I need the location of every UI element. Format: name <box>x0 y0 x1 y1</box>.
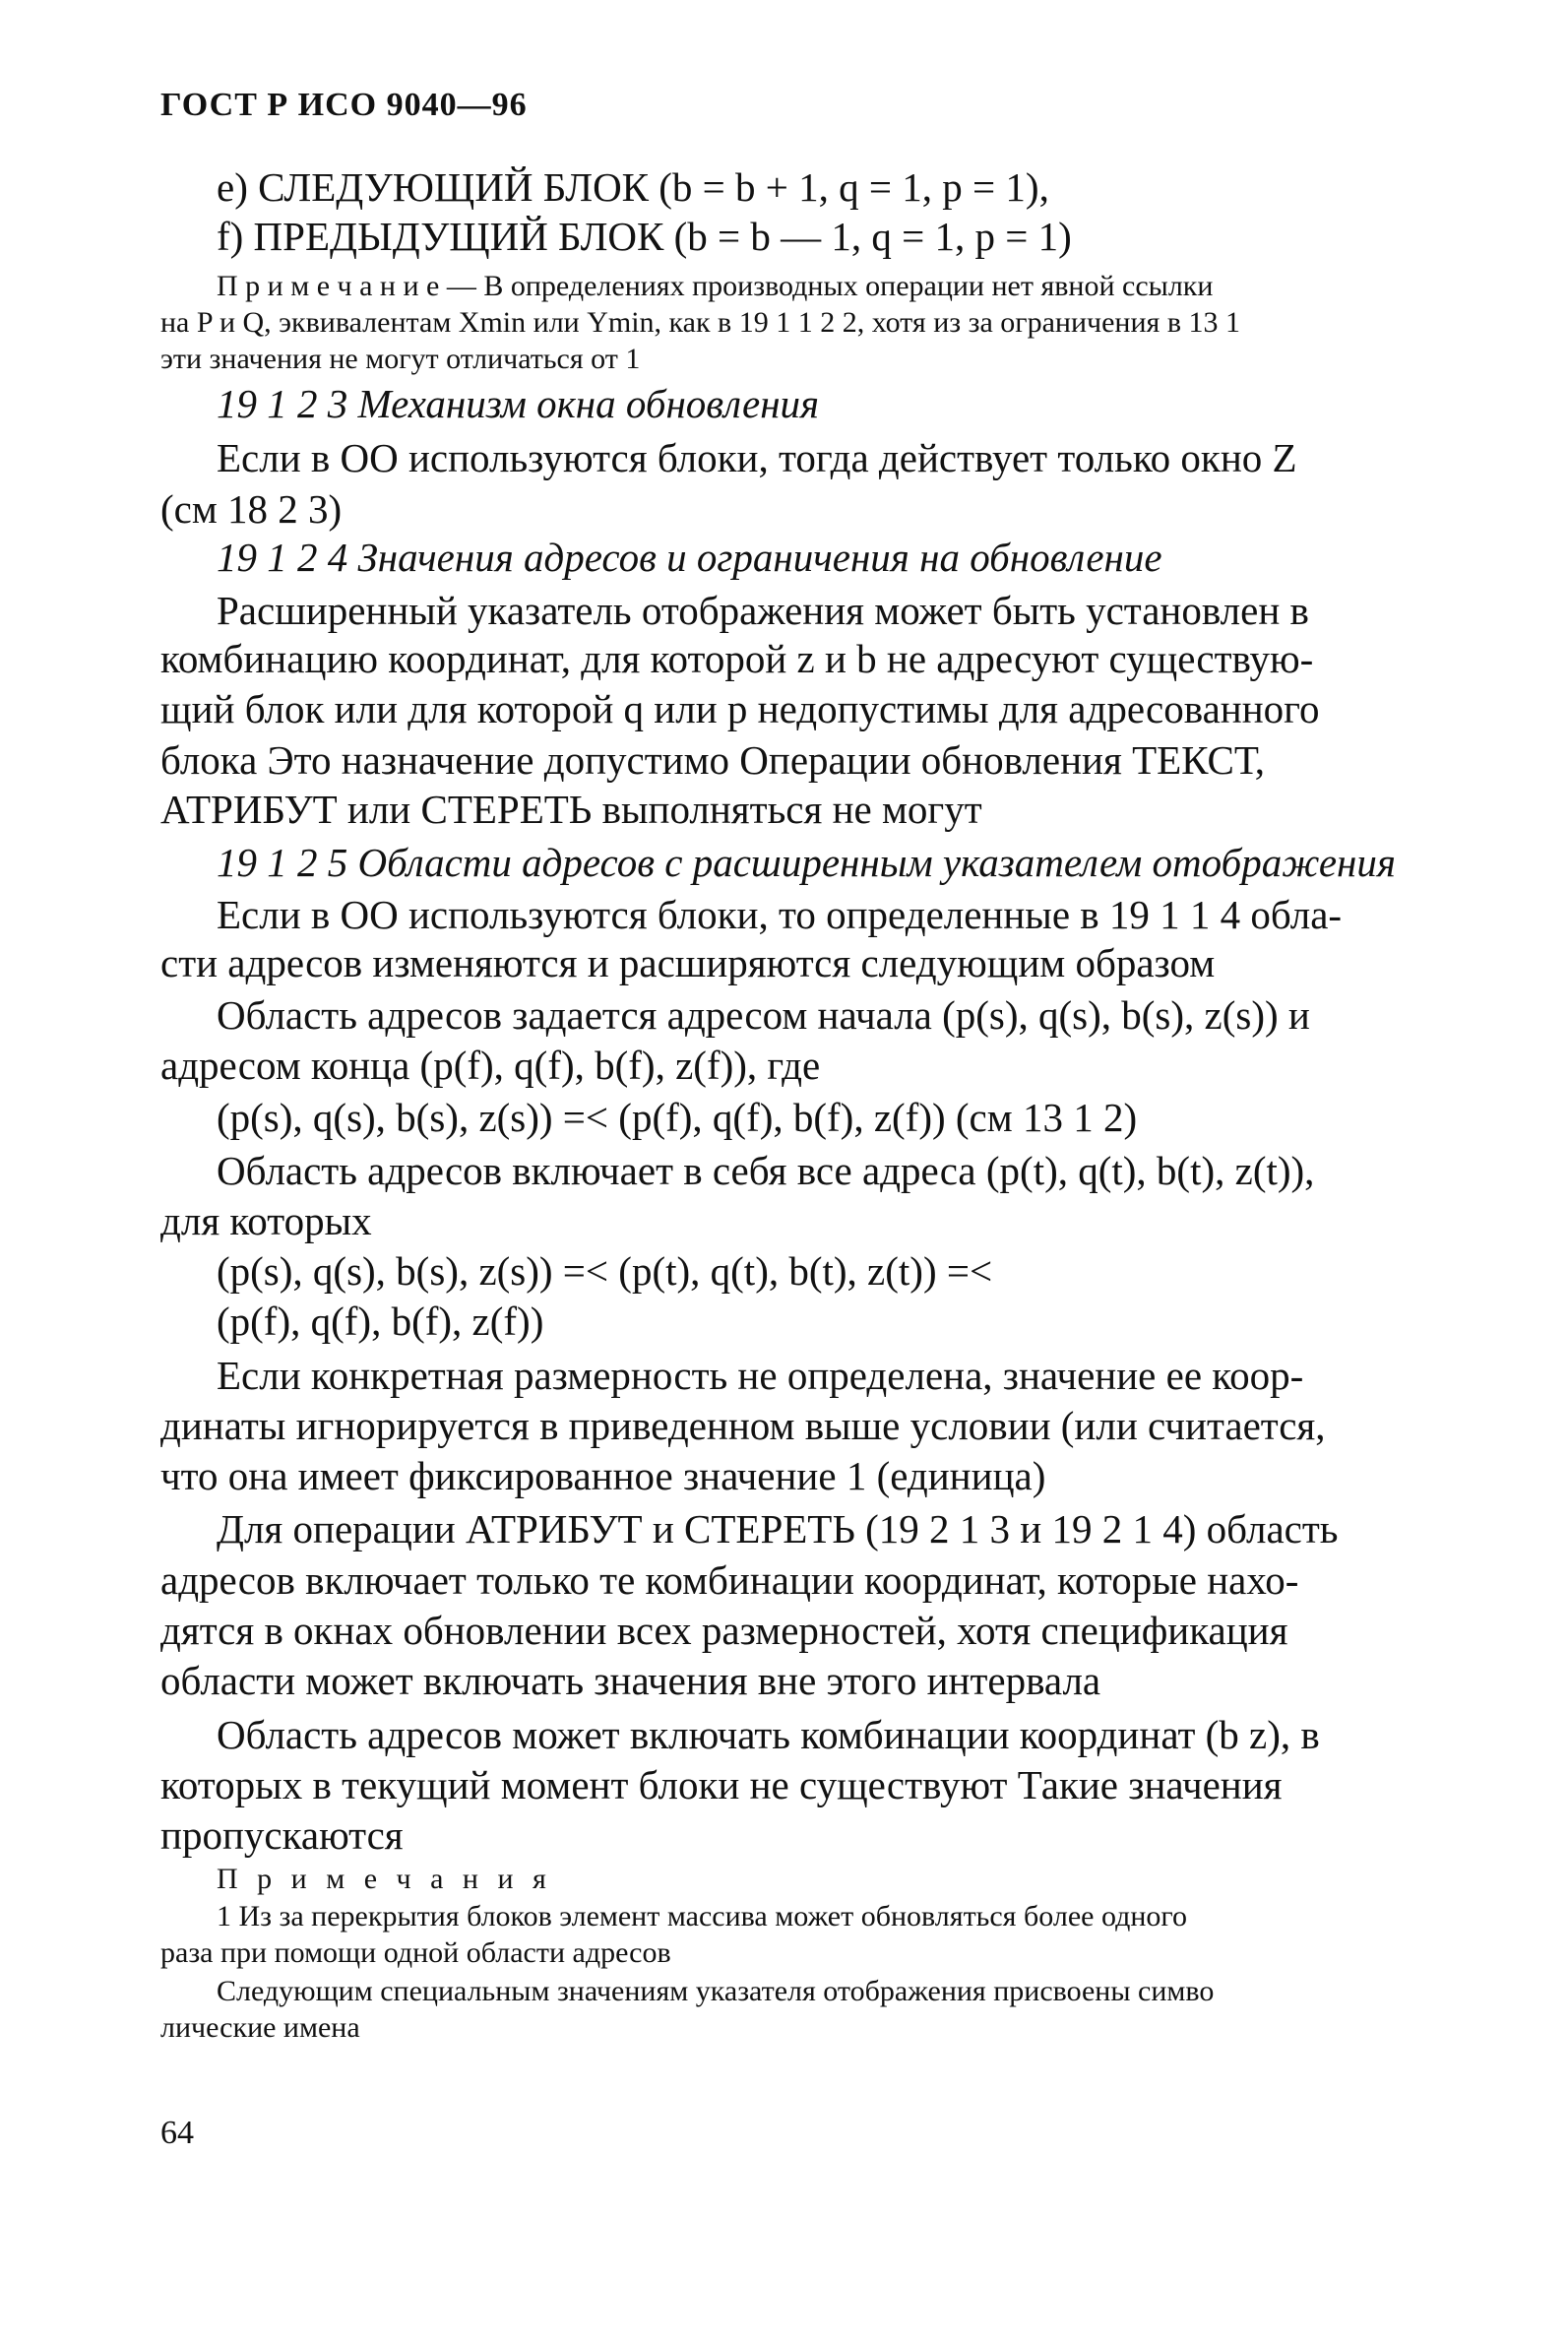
note-line: на P и Q, эквивалентам Xmin или Ymin, как в 19 1 1 2 2, хотя из за ограничения в 13 1 <box>160 306 1240 339</box>
text-line: Область адресов задается адресом начала (p(s), q(s), b(s), z(s)) и <box>217 992 1310 1038</box>
text-line: комбинацию координат, для которой z и b не адресуют существую- <box>160 636 1314 681</box>
text-line: f) ПРЕДЫДУЩИЙ БЛОК (b = b — 1, q = 1, p = 1) <box>217 214 1072 259</box>
text-line: е) СЛЕДУЮЩИЙ БЛОК (b = b + 1, q = 1, p = 1), <box>217 164 1049 210</box>
notes-heading: П р и м е ч а н и я <box>217 1863 552 1895</box>
text-line: сти адресов изменяются и расширяются следующим образом <box>160 940 1216 985</box>
text-line: Если в ОО используются блоки, то определенные в 19 1 1 4 обла- <box>217 892 1343 937</box>
note-line: лические имена <box>160 2011 360 2044</box>
text-line: адресом конца (p(f), q(f), b(f), z(f)), где <box>160 1043 821 1088</box>
text-line: области может включать значения вне этого интервала <box>160 1658 1101 1703</box>
formula-line: (p(s), q(s), b(s), z(s)) =< (p(f), q(f), b(f), z(f)) (см 13 1 2) <box>217 1095 1138 1140</box>
page-header: ГОСТ Р ИСО 9040—96 <box>160 87 528 123</box>
text-line: Область адресов может включать комбинации координат (b z), в <box>217 1712 1320 1757</box>
text-line: которых в текущий момент блоки не существуют Такие значения <box>160 1762 1283 1807</box>
text-line: для которых <box>160 1198 372 1243</box>
text-line: Если конкретная размерность не определена, значение ее коор- <box>217 1353 1304 1398</box>
note-line: Следующим специальным значениям указателя отображения присвоены симво <box>217 1975 1215 2007</box>
text-line: Если в ОО используются блоки, тогда действует только окно Z <box>217 435 1297 480</box>
note-line: 1 Из за перекрытия блоков элемент массива может обновляться более одного <box>217 1900 1187 1932</box>
text-line: адресов включает только те комбинации координат, которые нахо- <box>160 1557 1299 1603</box>
section-heading: 19 1 2 3 Механизм окна обновления <box>217 381 820 426</box>
note-line: раза при помощи одной области адресов <box>160 1936 671 1969</box>
text-line: динаты игнорируется в приведенном выше условии (или считается, <box>160 1403 1326 1448</box>
text-line: щий блок или для которой q или p недопустимы для адресованного <box>160 686 1320 731</box>
section-heading: 19 1 2 4 Значения адресов и ограничения на обновление <box>217 535 1162 580</box>
section-heading: 19 1 2 5 Области адресов с расширенным указателем отображения <box>217 840 1396 885</box>
text-line: что она имеет фиксированное значение 1 (единица) <box>160 1453 1046 1498</box>
formula-line: (p(s), q(s), b(s), z(s)) =< (p(t), q(t), b(t), z(t)) =< <box>217 1248 993 1294</box>
formula-line: (p(f), q(f), b(f), z(f)) <box>217 1299 544 1344</box>
text-line: пропускаются <box>160 1812 404 1858</box>
note-line: эти значения не могут отличаться от 1 <box>160 343 641 375</box>
text-line: блока Это назначение допустимо Операции обновления ТЕКСТ, <box>160 737 1266 783</box>
text-line: Для операции АТРИБУТ и СТЕРЕТЬ (19 2 1 3 и 19 2 1 4) область <box>217 1506 1339 1552</box>
text-line: Расширенный указатель отображения может быть установлен в <box>217 588 1309 633</box>
text-line: дятся в окнах обновлении всех размерностей, хотя спецификация <box>160 1608 1288 1653</box>
page-number: 64 <box>160 2115 194 2151</box>
text-line: АТРИБУТ или СТЕРЕТЬ выполняться не могут <box>160 787 982 832</box>
text-line: Область адресов включает в себя все адреса (p(t), q(t), b(t), z(t)), <box>217 1148 1315 1193</box>
text-line: (см 18 2 3) <box>160 486 343 532</box>
note-line: П р и м е ч а н и е — В определениях производных операции нет явной ссылки <box>217 270 1214 302</box>
